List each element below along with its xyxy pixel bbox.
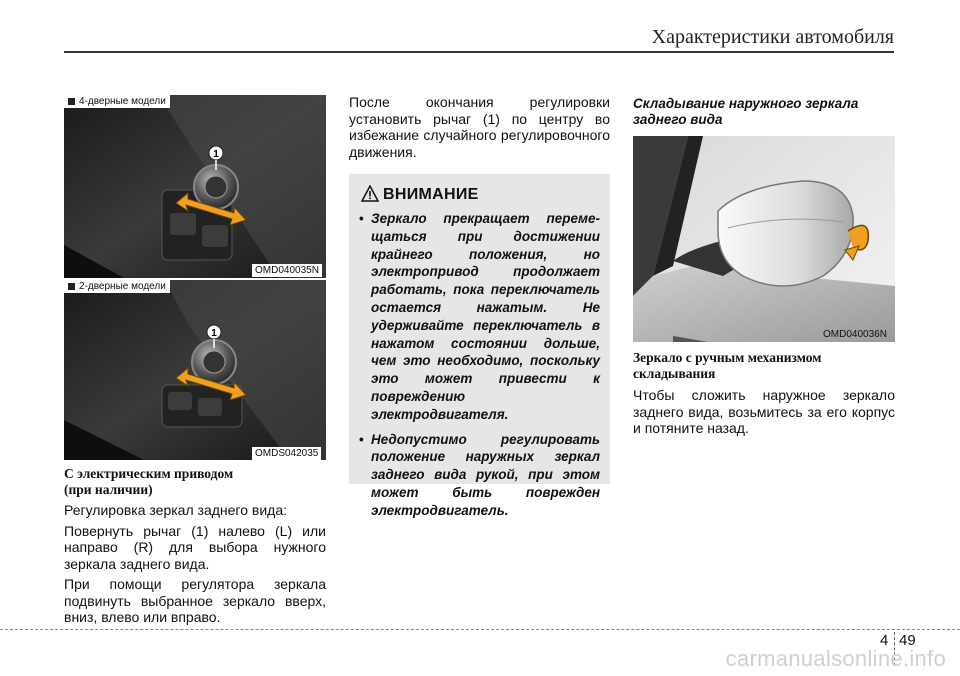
section-heading-folding <box>633 96 895 128</box>
paragraph-after-adjust: После окончания регулировки установить рычаг (1) по центру во избежание случайного регулировочного движения. <box>349 94 610 160</box>
callout-number: 1 <box>213 149 219 160</box>
subheading-line1: Зеркало с ручным механизмом <box>633 350 822 365</box>
page-number: 49 <box>899 632 916 649</box>
square-bullet-icon <box>68 98 75 105</box>
running-header: Характеристики автомобиля <box>651 26 894 48</box>
photo-outside-mirror <box>633 136 895 342</box>
footer-rule <box>0 629 960 630</box>
figure-label-text: 4-дверные модели <box>79 96 166 107</box>
chapter-number: 4 <box>880 632 889 649</box>
warning-box <box>349 174 610 518</box>
warning-item-text: Зеркало прекращает переме-щаться при достижении крайнего положения, но электропривод продолжает работать, пока переключатель остается нажатым. Не удерживайте переключатель в нажатом состоянии дольше, чем это необходимо, поскольку это может привести к повреждению электродвигателя. <box>371 211 600 422</box>
warning-title: ВНИМАНИЕ <box>383 186 479 203</box>
callout-number: 1 <box>211 328 217 339</box>
figure-code-3: OMD040036N <box>823 329 887 340</box>
section-heading-line1: Складывание наружного зеркала <box>633 96 859 111</box>
figure-label-4door <box>64 95 170 108</box>
photo-4door-switch <box>64 95 326 278</box>
paragraph: Регулировка зеркал заднего вида: <box>64 502 287 518</box>
warning-item-text: Недопустимо регулировать положение наружных зеркал заднего вида рукой, при этом может быть поврежден электродвигатель. <box>371 431 600 518</box>
paragraph-folding: Чтобы сложить наружное зеркало заднего вида, возьмитесь за его корпус и потяните назад. <box>633 387 895 436</box>
warning-item <box>359 210 600 424</box>
warning-item <box>359 431 600 520</box>
paragraph: Повернуть рычаг (1) налево (L) или направо (R) для выбора нужного зеркала заднего вида. <box>64 522 326 572</box>
figure-label-2door <box>64 280 170 293</box>
subheading-line2: складывания <box>633 366 716 381</box>
figure-label-text: 2-дверные модели <box>79 281 166 292</box>
column-1 <box>64 466 326 626</box>
warning-triangle-icon <box>361 185 379 202</box>
header-rule <box>64 51 894 53</box>
subheading-manual-folding <box>633 350 895 382</box>
bullet: • <box>359 431 364 447</box>
watermark: carmanualsonline.info <box>725 646 946 671</box>
photo-2door-switch <box>64 280 326 460</box>
bullet: • <box>359 211 364 226</box>
paragraph: При помощи регулятора зеркала подвинуть выбранное зеркало вверх, вниз, влево или вправо. <box>64 576 326 625</box>
warning-list <box>359 210 600 527</box>
section-heading-line2: заднего вида <box>633 112 723 127</box>
section-heading <box>64 466 326 498</box>
square-bullet-icon <box>68 283 75 290</box>
figure-code-1: OMD040035N <box>252 264 322 277</box>
section-heading-line2: (при наличии) <box>64 482 153 497</box>
figure-code-2: OMDS042035 <box>252 447 321 460</box>
section-heading-line1: С электрическим приводом <box>64 466 234 481</box>
